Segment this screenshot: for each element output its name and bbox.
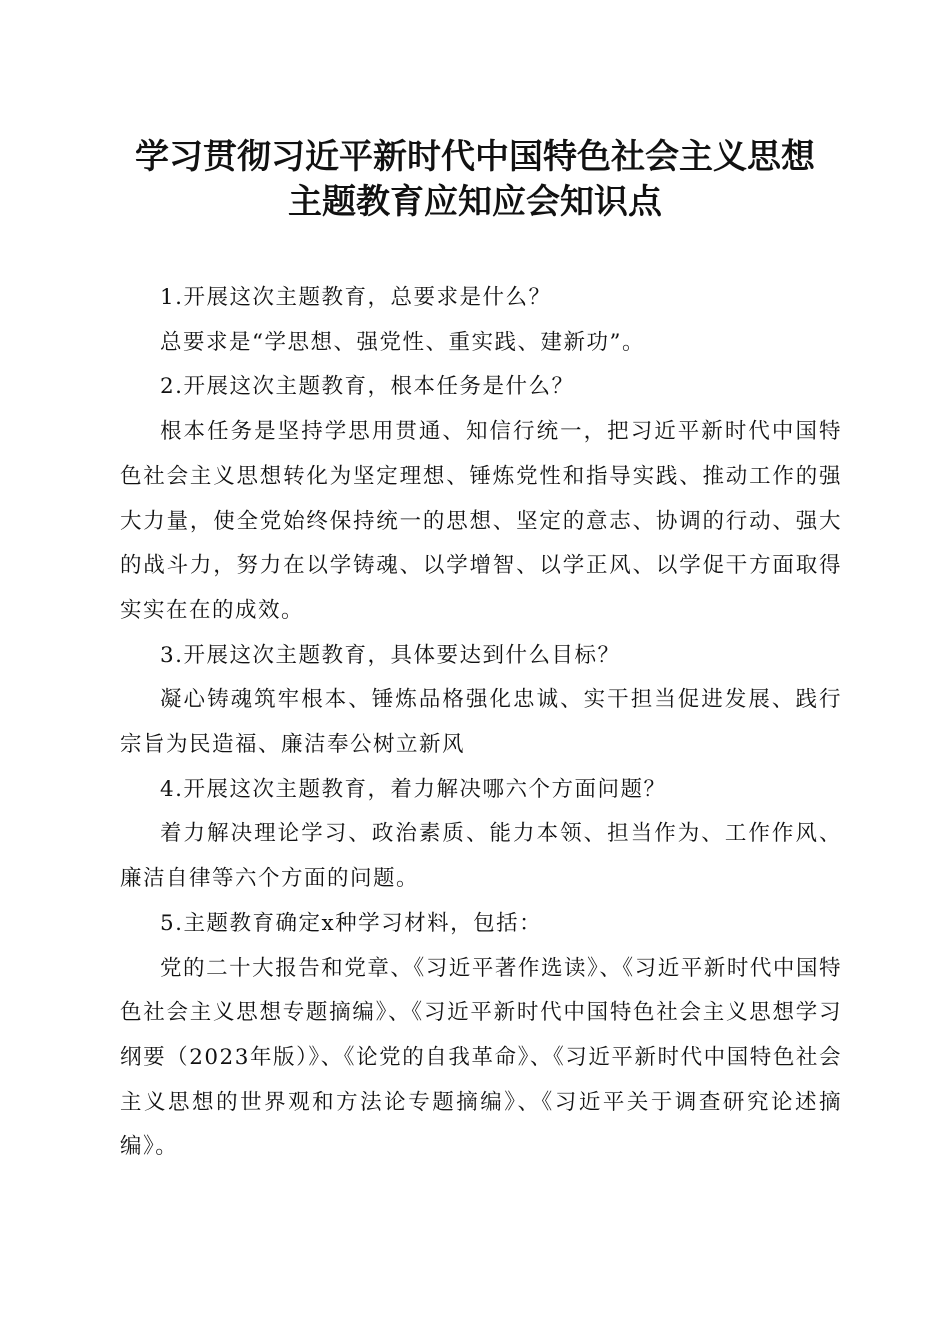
question-4: 4.开展这次主题教育，着力解决哪六个方面问题？	[160, 776, 667, 802]
answer-4: 着力解决理论学习、政治素质、能力本领、担当作为、工作作风、廉洁自律等六个方面的问题。	[120, 821, 842, 892]
answer-5: 党的二十大报告和党章、《习近平著作选读》、《习近平新时代中国特色社会主义思想专题摘编》、《习近平新时代中国特色社会主义思想学习纲要（2023年版）》、《论党的自我革命》、《习近平新时代中国特色社会主义思想的世界观和方法论专题摘编》、《习近平关于调查研究论述摘编》。	[120, 955, 842, 1160]
question-3: 3.开展这次主题教育，具体要达到什么目标？	[160, 642, 621, 668]
question-1: 1.开展这次主题教育，总要求是什么？	[160, 285, 552, 310]
document-body	[120, 276, 842, 1170]
title-line-2: 主题教育应知应会知识点	[288, 182, 662, 222]
question-2: 2.开展这次主题教育，根本任务是什么？	[160, 374, 575, 400]
answer-3: 凝心铸魂筑牢根本、锤炼品格强化忠诚、实干担当促进发展、践行宗旨为民造福、廉洁奉公树立新风	[120, 687, 842, 758]
document-title	[0, 135, 950, 225]
answer-2: 根本任务是坚持学思用贯通、知信行统一，把习近平新时代中国特色社会主义思想转化为坚定理想、锤炼党性和指导实践、推动工作的强大力量，使全党始终保持统一的思想、坚定的意志、协调的行动、强大的战斗力，努力在以学铸魂、以学增智、以学正风、以学促干方面取得实实在在的成效。	[120, 419, 842, 623]
question-5: 5.主题教育确定x种学习材料，包括：	[160, 910, 543, 936]
answer-1: 总要求是“学思想、强党性、重实践、建新功”。	[160, 329, 645, 355]
title-line-1: 学习贯彻习近平新时代中国特色社会主义思想	[135, 137, 815, 177]
